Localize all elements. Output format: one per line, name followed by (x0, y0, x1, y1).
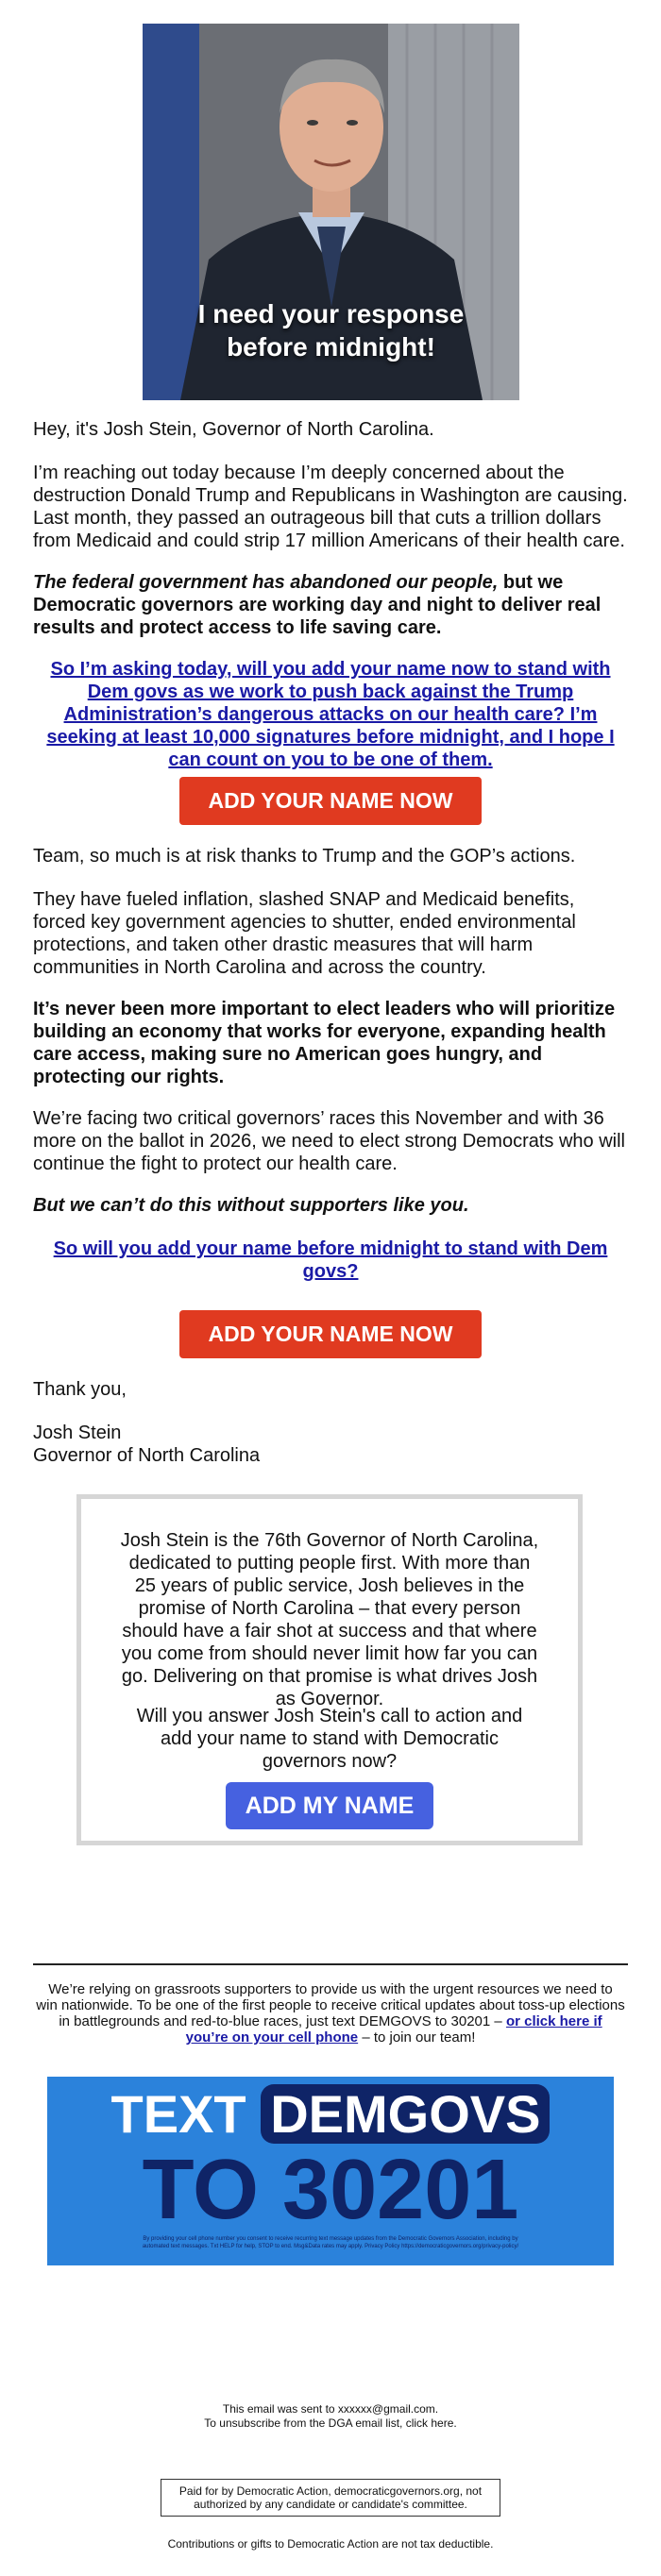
bio-text: Josh Stein is the 76th Governor of North Carolina, dedicated to putting people first. With more than 25 years of public service, Josh believes in the promise of North Carolina – that every person should have a fair shot at success and that where you come from should never limit how far you can go. Delivering on that promise is what drives Josh as Governor. (120, 1530, 539, 1709)
banner-fineprint: By providing your cell phone number you consent to receive recurring text message updates from the Democratic Governors Association, including by automated text messages. Txt HELP for help, STOP to end. Msg&Data rates may apply. Privacy Policy https://democraticgovernors.org/privacy-policy/ (142, 2236, 519, 2249)
add-my-name-button[interactable]: ADD MY NAME (226, 1782, 433, 1829)
banner-line-2: TO 30201 (142, 2143, 519, 2237)
abandoned-emphasis: The federal government has abandoned our people, (33, 572, 499, 593)
races-paragraph: We’re facing two critical governors’ races this November and with 36 more on the ballot in 2026, we need to elect strong Democrats who will continue the fight to protect our health care. (33, 1108, 626, 1174)
hero-caption (143, 297, 519, 363)
supporters-paragraph: But we can’t do this without supporters like you. (33, 1195, 469, 1216)
hero-caption-line-1: I need your response (197, 299, 465, 328)
grassroots-paragraph (36, 1981, 625, 2046)
not-deductible-note: Contributions or gifts to Democratic Action are not tax deductible. (167, 2537, 494, 2551)
petition-ask-link-2[interactable]: So will you add your name before midnight to stand with Dem govs? (53, 1238, 608, 1282)
hero-video-thumbnail[interactable] (143, 24, 519, 400)
bio-card (76, 1494, 583, 1845)
banner-keyword: DEMGOVS (261, 2084, 550, 2144)
signer-name: Josh Stein (33, 1423, 122, 1443)
risk-paragraph: Team, so much is at risk thanks to Trump and the GOP’s actions. (33, 846, 576, 867)
greeting: Hey, it's Josh Stein, Governor of North Carolina. (33, 419, 434, 440)
abandoned-rest: but we Democratic governors are working day and night to deliver real results and protect access to life saving care. (33, 572, 602, 638)
signer-title: Governor of North Carolina (33, 1445, 261, 1466)
grassroots-text: We’re relying on grassroots supporters to provide us with the urgent resources we need to win nationwide. To be one of the first people to receive critical updates about toss-up elections in battlegrounds and red-to-blue races, just text DEMGOVS to 30201 – (36, 1981, 625, 2029)
intro-paragraph: I’m reaching out today because I’m deeply concerned about the destruction Donald Trump and Republicans in Washington are causing. Last month, they passed an outrageous bill that cuts a trillion dollars from Medicaid and could strip 17 million Americans of their health care. (33, 463, 628, 551)
priorities-paragraph: It’s never been more important to elect leaders who will prioritize building an economy that works for everyone, expanding health care access, making sure no American goes hungry, and protecting our rights. (33, 999, 616, 1087)
join-text: – to join our team! (362, 2029, 476, 2046)
add-your-name-button-1[interactable]: ADD YOUR NAME NOW (179, 777, 482, 825)
abandoned-paragraph (33, 571, 628, 639)
harm-paragraph: They have fueled inflation, slashed SNAP and Medicaid benefits, forced key government agencies to shutter, ended environmental protections, and taken other drastic measures that will harm communities in North Carolina and across the country. (33, 889, 576, 978)
hero-caption-line-2: before midnight! (227, 332, 435, 362)
sent-to: This email was sent to xxxxxx@gmail.com. (222, 2402, 439, 2416)
thanks: Thank you, (33, 1379, 127, 1400)
footer-divider (33, 1963, 628, 1965)
add-your-name-button-2[interactable]: ADD YOUR NAME NOW (179, 1310, 482, 1358)
banner-text-word: TEXT (110, 2084, 246, 2144)
banner-line-1 (47, 2084, 614, 2145)
cell-phone-link[interactable]: or click here if you’re on your cell phone (185, 2013, 602, 2046)
unsubscribe-link[interactable]: To unsubscribe from the DGA email list, click here. (204, 2416, 457, 2430)
bio-question: Will you answer Josh Stein's call to action and add your name to stand with Democratic governors now? (136, 1706, 523, 1772)
petition-ask-link-1[interactable]: So I’m asking today, will you add your name now to stand with Dem govs as we work to push back against the Trump Administration’s dangerous attacks on our health care? I’m seeking at least 10,000 signatures before midnight, and I hope I can count on you to be one of them. (46, 659, 615, 770)
text-demgovs-banner[interactable] (47, 2077, 614, 2265)
paid-for-disclaimer: Paid for by Democratic Action, democraticgovernors.org, not authorized by any candidate or candidate's committee. (161, 2479, 500, 2517)
